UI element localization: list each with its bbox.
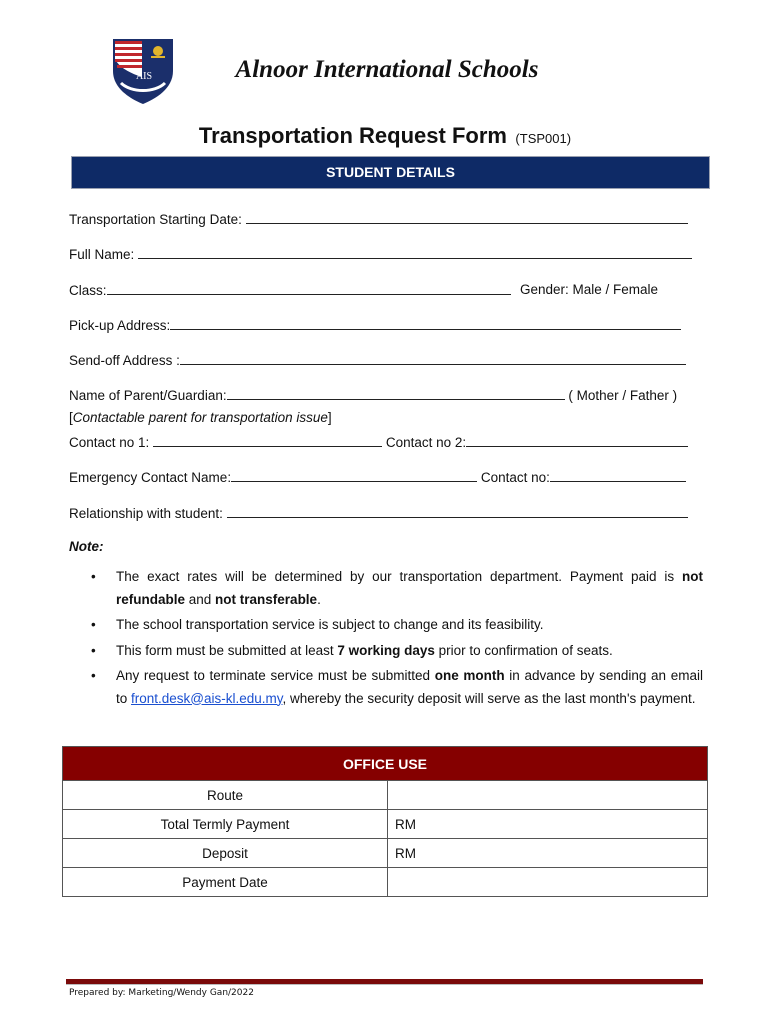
bullet: •: [91, 668, 96, 683]
logo-text: AIS: [135, 71, 153, 82]
emergency-contact-field[interactable]: [69, 469, 686, 485]
relationship-field[interactable]: [69, 505, 688, 521]
form-title-text: Transportation Request Form: [198, 123, 507, 148]
parent-name-line[interactable]: [227, 387, 565, 400]
pickup-address-field[interactable]: [69, 317, 681, 333]
emergency-name-line[interactable]: [231, 469, 477, 482]
school-name: Alnoor International Schools: [235, 56, 539, 83]
table-row: [63, 781, 708, 810]
footer-divider: [66, 979, 703, 985]
list-item: • The exact rates will be determined by our transportation department. Payment paid is not refundable and not transferable.: [91, 566, 703, 611]
contact2-line[interactable]: [466, 434, 688, 447]
form-title: [0, 123, 770, 149]
table-row: [63, 810, 708, 839]
contact2-label: Contact no 2:: [382, 435, 467, 450]
bullet: •: [91, 569, 96, 584]
start-date-field[interactable]: [69, 211, 688, 227]
start-date-label: Transportation Starting Date:: [69, 212, 246, 227]
class-label: Class:: [69, 283, 107, 298]
footer-prepared-by: Prepared by: Marketing/Wendy Gan/2022: [69, 988, 254, 998]
pickup-address-line[interactable]: [170, 317, 681, 330]
contact-numbers-field[interactable]: [69, 434, 688, 450]
list-item: • This form must be submitted at least 7 working days prior to confirmation of seats.: [91, 640, 703, 663]
student-details-header: STUDENT DETAILS: [72, 157, 709, 188]
table-row: [63, 839, 708, 868]
note-heading: Note:: [69, 539, 104, 554]
form-code: (TSP001): [515, 131, 572, 146]
contact1-line[interactable]: [153, 434, 382, 447]
route-value[interactable]: [388, 781, 708, 810]
payment-date-value[interactable]: [388, 868, 708, 897]
parent-name-label: Name of Parent/Guardian:: [69, 388, 227, 403]
class-line[interactable]: [107, 282, 511, 295]
class-field[interactable]: [69, 282, 511, 298]
contact1-label: Contact no 1:: [69, 435, 154, 450]
termly-payment-label: Total Termly Payment: [63, 810, 388, 839]
route-label: Route: [63, 781, 388, 810]
gender-field[interactable]: Gender: Male / Female: [520, 282, 659, 297]
list-item: • The school transportation service is subject to change and its feasibility.: [91, 614, 703, 637]
sendoff-address-field[interactable]: [69, 352, 686, 368]
contactable-note: [Contactable parent for transportation issue]: [69, 410, 332, 425]
notes-list: [91, 566, 703, 713]
office-use-table: [62, 746, 708, 897]
deposit-label: Deposit: [63, 839, 388, 868]
full-name-field[interactable]: [69, 246, 692, 262]
parent-options: ( Mother / Father ): [564, 388, 678, 403]
list-item: • Any request to terminate service must be submitted one month in advance by sending an email to front.desk@ais-kl.edu.my, whereby the security deposit will serve as the last month's payment.: [91, 665, 703, 710]
emergency-contact-label: Contact no:: [477, 470, 550, 485]
sendoff-address-line[interactable]: [180, 352, 686, 365]
payment-date-label: Payment Date: [63, 868, 388, 897]
pickup-address-label: Pick-up Address:: [69, 318, 171, 333]
termly-payment-value[interactable]: RM: [388, 810, 708, 839]
email-link[interactable]: front.desk@ais-kl.edu.my: [131, 690, 283, 706]
emergency-contact-line[interactable]: [550, 469, 686, 482]
emergency-name-label: Emergency Contact Name:: [69, 470, 232, 485]
bullet: •: [91, 642, 96, 658]
full-name-line[interactable]: [138, 246, 692, 259]
deposit-value[interactable]: RM: [388, 839, 708, 868]
table-row: [63, 868, 708, 897]
start-date-line[interactable]: [246, 211, 688, 224]
relationship-line[interactable]: [227, 505, 688, 518]
sendoff-address-label: Send-off Address :: [69, 353, 180, 368]
office-use-header: OFFICE USE: [63, 747, 708, 781]
relationship-label: Relationship with student:: [69, 506, 227, 521]
bullet: •: [91, 617, 96, 632]
parent-name-field[interactable]: [69, 387, 677, 403]
full-name-label: Full Name:: [69, 247, 139, 262]
